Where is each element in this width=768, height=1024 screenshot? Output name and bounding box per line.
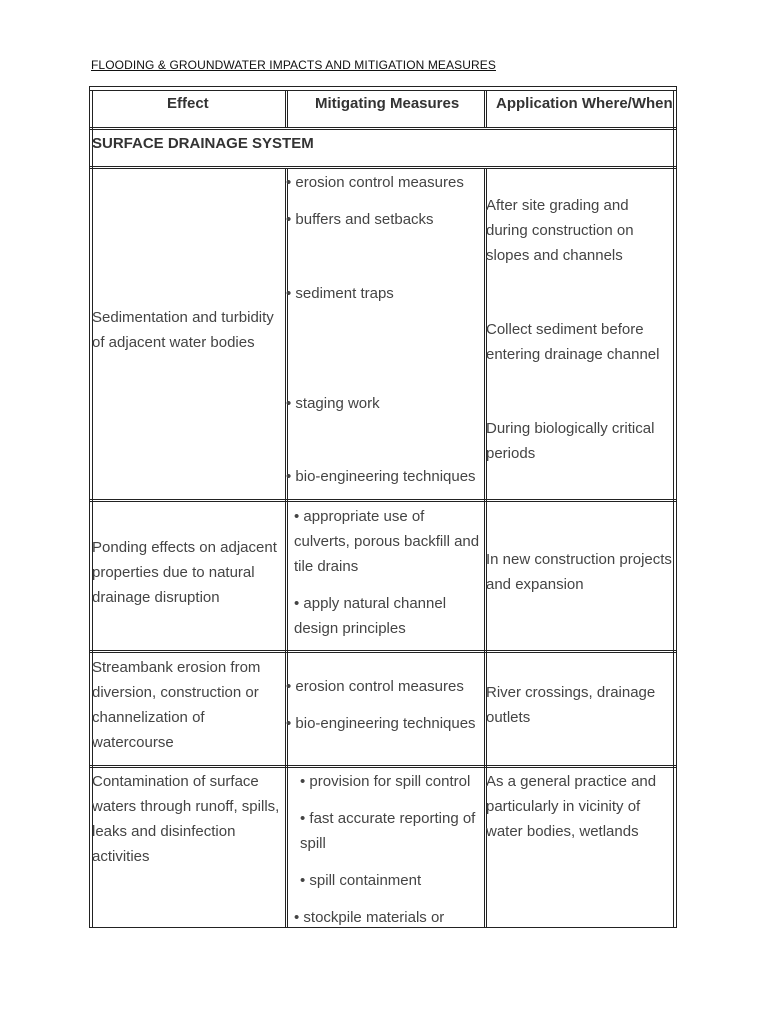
table-rule	[90, 501, 676, 502]
document-title: FLOODING & GROUNDWATER IMPACTS AND MITIGATION MEASURES	[91, 58, 496, 72]
row1-measure: • sediment traps	[286, 285, 394, 302]
row3-effect: Streambank erosion from diversion, construction or channelization of watercourse	[92, 659, 261, 751]
column-rule	[484, 168, 485, 927]
row4-measure: • provision for spill control	[300, 773, 471, 790]
table-rule	[90, 129, 676, 130]
table-rule	[90, 650, 676, 651]
row4-measure: • spill containment	[300, 872, 422, 889]
row1-application: During biologically critical periods	[486, 420, 655, 462]
row2-measure: • apply natural channel design principles	[294, 595, 447, 637]
table-rule	[90, 767, 676, 768]
column-rule	[486, 90, 487, 128]
row1-measure: • bio-engineering techniques	[286, 468, 476, 485]
header-mitigating-measures: Mitigating Measures	[315, 95, 460, 112]
table-rule	[90, 652, 676, 653]
row3-application: River crossings, drainage outlets	[486, 684, 656, 726]
row3-measure: • erosion control measures	[286, 678, 464, 695]
row4-effect: Contamination of surface waters through runoff, spills, leaks and disinfection activities	[92, 773, 280, 865]
table-rule	[90, 765, 676, 766]
column-rule	[287, 90, 288, 128]
row2-effect: Ponding effects on adjacent properties due to natural drainage disruption	[92, 539, 277, 606]
row1-measure: • erosion control measures	[286, 174, 464, 191]
section-title: SURFACE DRAINAGE SYSTEM	[92, 135, 314, 152]
row4-measure: • fast accurate reporting of spill	[300, 810, 476, 852]
row1-application: After site grading and during construction on slopes and channels	[486, 197, 634, 264]
header-application: Application Where/When	[496, 95, 673, 112]
table-rule	[90, 166, 676, 167]
table-rule	[673, 90, 674, 927]
row4-application: As a general practice and particularly in vicinity of water bodies, wetlands	[486, 773, 657, 840]
row4-measure: • stockpile materials or	[294, 909, 445, 926]
table-rule	[90, 127, 676, 128]
column-rule	[484, 90, 485, 128]
row1-measure: • buffers and setbacks	[286, 211, 434, 228]
row1-effect: Sedimentation and turbidity of adjacent water bodies	[92, 309, 274, 351]
row2-measure: • appropriate use of culverts, porous backfill and tile drains	[294, 508, 480, 575]
row3-measure: • bio-engineering techniques	[286, 715, 476, 732]
row1-measure: • staging work	[286, 395, 380, 412]
table-rule	[90, 168, 676, 169]
table-rule	[90, 499, 676, 500]
header-effect: Effect	[167, 95, 209, 112]
row2-application: In new construction projects and expansion	[486, 551, 672, 593]
column-rule	[285, 90, 286, 128]
table-rule	[90, 90, 676, 91]
row1-application: Collect sediment before entering drainage channel	[486, 321, 660, 363]
